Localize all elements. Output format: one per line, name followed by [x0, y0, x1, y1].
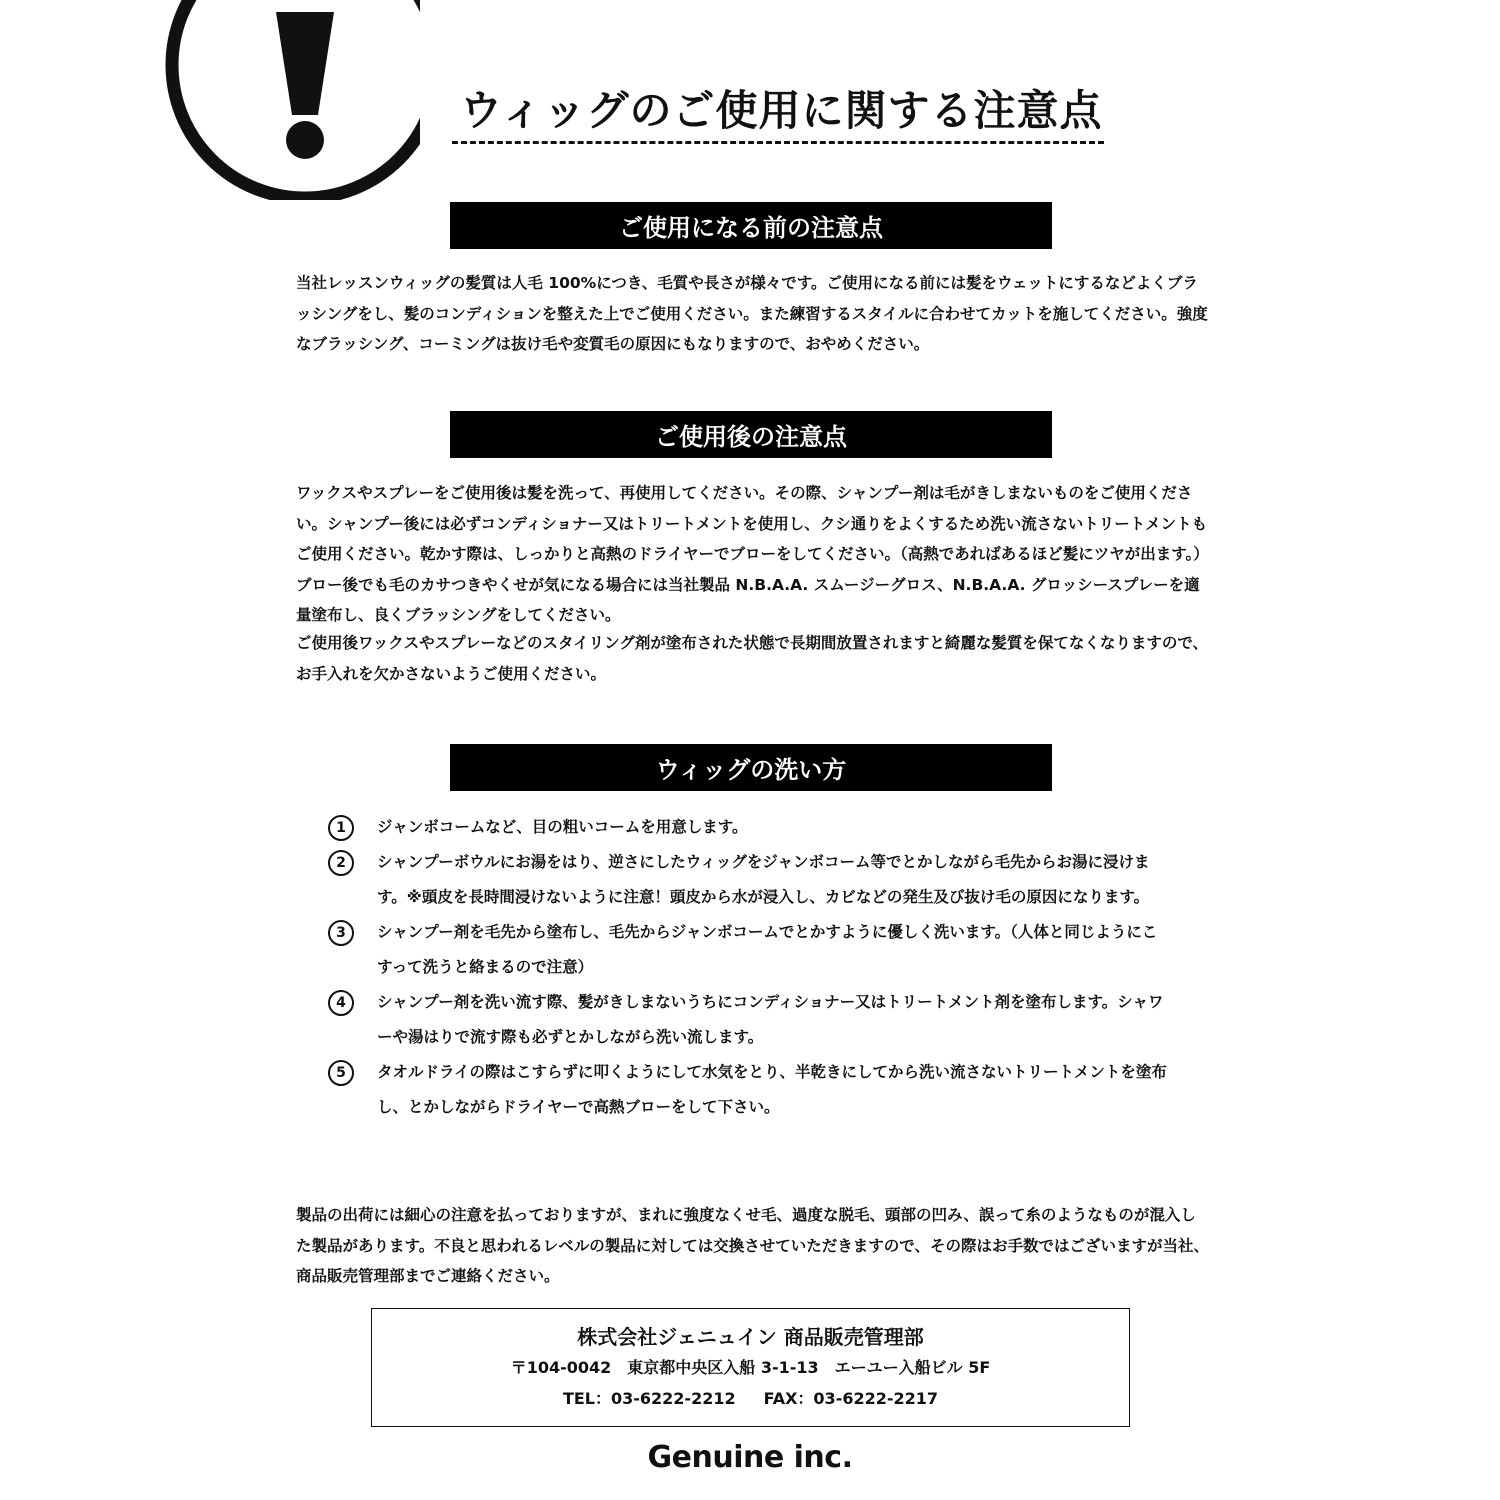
step-text: シャンプーボウルにお湯をはり、逆さにしたウィッグをジャンボコーム等でとかしながら毛先からお湯に浸けます。※頭皮を長時間浸けないように注意！頭皮から水が浸入し、カビなどの発生及び抜け毛の原因になります。: [377, 853, 1150, 906]
section-heading-before-use: ご使用になる前の注意点: [450, 202, 1052, 249]
contact-tel: TEL：03-6222-2212: [562, 1389, 736, 1408]
before-use-paragraph: 当社レッスンウィッグの髪質は人毛 100%につき、毛質や長さが様々です。ご使用になる前には髪をウェットにするなどよくブラッシングをし、髪のコンディションを整えた上でご使用ください。また練習するスタイルに合わせてカットを施してください。強度なブラッシング、コーミングは抜け毛や変質毛の原因にもなりますので、おやめください。: [296, 274, 1208, 353]
list-item: [328, 915, 1208, 985]
step-text: シャンプー剤を毛先から塗布し、毛先からジャンボコームでとかすように優しく洗います。（人体と同じようにこすって洗うと絡まるので注意）: [377, 923, 1158, 976]
step-number-badge: 4: [328, 990, 354, 1016]
contact-phone-fax: [372, 1383, 1129, 1414]
step-number-badge: 2: [328, 850, 354, 876]
step-text: タオルドライの際はこすらずに叩くようにして水気をとり、半乾きにしてから洗い流さないトリートメントを塗布し、とかしながらドライヤーで高熱ブローをして下さい。: [377, 1063, 1167, 1116]
title-divider: [452, 141, 1104, 144]
step-number-badge: 3: [328, 920, 354, 946]
brand-logo: Genuine inc.: [647, 1440, 853, 1475]
notice-paragraph: 製品の出荷には細心の注意を払っておりますが、まれに強度なくせ毛、過度な脱毛、頭部の凹み、誤って糸のようなものが混入した製品があります。不良と思われるレベルの製品に対しては交換させていただきますので、その際はお手数ではございますが当社、商品販売管理部までご連絡ください。: [296, 1206, 1209, 1285]
list-item: [328, 985, 1208, 1055]
contact-address: 〒104-0042 東京都中央区入船 3-1-13 エーユー入船ビル 5F: [510, 1358, 991, 1377]
contact-box: [371, 1308, 1130, 1427]
washing-steps-list: [328, 810, 1208, 1125]
after-use-paragraph: ワックスやスプレーをご使用後は髪を洗って、再使用してください。その際、シャンプー剤は毛がきしまないものをご使用ください。シャンプー後には必ずコンディショナー又はトリートメントを使用し、クシ通りをよくするため洗い流さないトリートメントもご使用ください。乾かす際は、しっかりと高熱のドライヤーでブローをしてください。（高熱であればあるほど髪にツヤが出ます。）ブロー後でも毛のカサつきやくせが気になる場合には当社製品 N.B.A.A. スムージーグロス、N.B.A.A. グロッシースプレーを適量塗布し、良くブラッシングをしてください。: [296, 484, 1209, 624]
list-item: [328, 1055, 1208, 1125]
list-item: [328, 810, 1208, 845]
step-number-badge: 5: [328, 1060, 354, 1086]
step-number-badge: 1: [328, 815, 354, 841]
exclamation-circle-icon: [0, 0, 420, 200]
contact-company: 株式会社ジェニュイン 商品販売管理部: [577, 1325, 924, 1349]
list-item: [328, 845, 1208, 915]
contact-fax: FAX：03-6222-2217: [763, 1389, 939, 1408]
section-heading-after-use: ご使用後の注意点: [450, 411, 1052, 458]
step-text: ジャンボコームなど、目の粗いコームを用意します。: [377, 818, 748, 836]
section-heading-washing: ウィッグの洗い方: [450, 744, 1052, 791]
step-text: シャンプー剤を洗い流す際、髪がきしまないうちにコンディショナー又はトリートメント剤を塗布します。シャワーや湯はりで流す際も必ずとかしながら洗い流します。: [377, 993, 1164, 1046]
page-title: ウィッグのご使用に関する注意点: [460, 86, 1103, 135]
after-use-paragraph-2: ご使用後ワックスやスプレーなどのスタイリング剤が塗布された状態で長期間放置されますと綺麗な髪質を保てなくなりますので、お手入れを欠かさないようご使用ください。: [296, 634, 1209, 683]
